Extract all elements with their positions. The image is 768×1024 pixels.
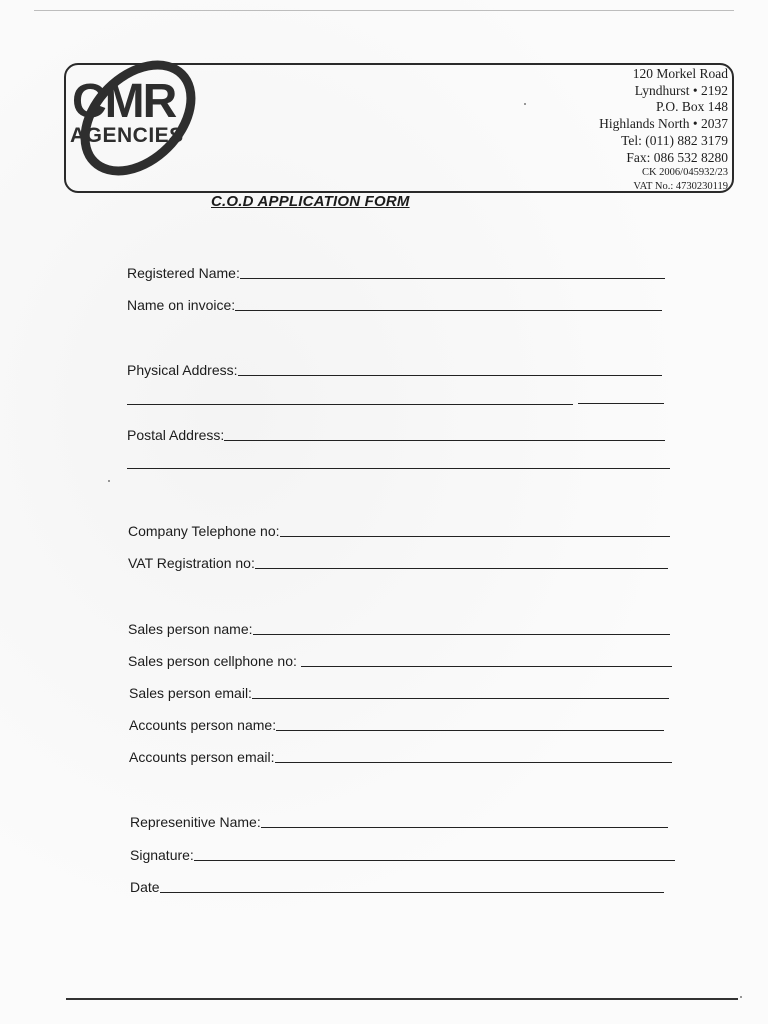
name-on-invoice-label: Name on invoice: bbox=[127, 297, 236, 313]
date-field[interactable] bbox=[130, 874, 664, 896]
company-address-block bbox=[599, 66, 728, 193]
postal-address-line-2[interactable] bbox=[127, 468, 670, 469]
vat-registration-line[interactable] bbox=[255, 567, 668, 569]
sales-person-name-line[interactable] bbox=[253, 633, 670, 635]
sales-person-cellphone-label: Sales person cellphone no: bbox=[128, 653, 297, 669]
physical-address-line[interactable] bbox=[238, 374, 663, 376]
vat-registration-field[interactable] bbox=[128, 550, 668, 572]
address-line: P.O. Box 148 bbox=[655, 99, 728, 115]
date-label: Date bbox=[130, 879, 160, 895]
accounts-person-name-line[interactable] bbox=[276, 729, 664, 731]
signature-field[interactable] bbox=[130, 842, 675, 864]
sales-person-email-label: Sales person email: bbox=[129, 685, 252, 701]
representive-name-label: Represenitive Name: bbox=[130, 814, 261, 830]
logo-main-text: CMR bbox=[72, 75, 176, 128]
representive-name-line[interactable] bbox=[261, 826, 668, 828]
name-on-invoice-line[interactable] bbox=[235, 309, 662, 311]
date-line[interactable] bbox=[160, 891, 664, 893]
sales-person-cellphone-field[interactable] bbox=[128, 648, 672, 670]
physical-address-line-2[interactable] bbox=[127, 404, 573, 405]
address-line: Highlands North • 2037 bbox=[599, 116, 728, 132]
scan-speck bbox=[108, 480, 110, 482]
physical-address-field[interactable] bbox=[127, 357, 662, 379]
accounts-person-email-field[interactable] bbox=[129, 744, 672, 766]
address-line: Lyndhurst • 2192 bbox=[634, 82, 728, 98]
physical-address-label: Physical Address: bbox=[127, 362, 238, 378]
postal-address-line[interactable] bbox=[224, 439, 665, 441]
accounts-person-email-line[interactable] bbox=[275, 761, 672, 763]
accounts-person-email-label: Accounts person email: bbox=[129, 749, 275, 765]
sales-person-email-line[interactable] bbox=[252, 697, 669, 699]
registered-name-label: Registered Name: bbox=[127, 265, 240, 281]
representive-name-field[interactable] bbox=[130, 809, 668, 831]
sales-person-name-label: Sales person name: bbox=[128, 621, 253, 637]
logo-sub-text: AGENCIES bbox=[70, 124, 184, 147]
name-on-invoice-field[interactable] bbox=[127, 292, 662, 314]
company-telephone-line[interactable] bbox=[280, 535, 670, 537]
registered-name-field[interactable] bbox=[127, 260, 665, 282]
physical-address-code-line[interactable] bbox=[578, 403, 664, 404]
sales-person-name-field[interactable] bbox=[128, 616, 670, 638]
scan-speck bbox=[740, 996, 742, 998]
address-line: 120 Morkel Road bbox=[632, 66, 728, 81]
sales-person-email-field[interactable] bbox=[129, 680, 669, 702]
footer-line bbox=[66, 998, 738, 1000]
form-title: C.O.D APPLICATION FORM bbox=[211, 193, 410, 210]
company-reg-number: CK 2006/045932/23 bbox=[641, 167, 728, 179]
accounts-person-name-label: Accounts person name: bbox=[129, 717, 277, 733]
registered-name-line[interactable] bbox=[240, 277, 665, 279]
accounts-person-name-field[interactable] bbox=[129, 712, 664, 734]
company-telephone-field[interactable] bbox=[128, 518, 670, 540]
company-telephone-label: Company Telephone no: bbox=[128, 523, 280, 539]
signature-label: Signature: bbox=[130, 847, 194, 863]
signature-line[interactable] bbox=[194, 859, 675, 861]
sales-person-cellphone-line[interactable] bbox=[301, 665, 672, 667]
telephone-line: Tel: (011) 882 3179 bbox=[621, 132, 728, 148]
postal-address-field[interactable] bbox=[127, 422, 665, 444]
postal-address-label: Postal Address: bbox=[127, 427, 225, 443]
fax-line: Fax: 086 532 8280 bbox=[626, 149, 728, 165]
scan-speck bbox=[524, 103, 526, 105]
top-edge-line bbox=[34, 10, 734, 11]
vat-number: VAT No.: 4730230119 bbox=[633, 180, 728, 192]
vat-registration-label: VAT Registration no: bbox=[128, 555, 255, 571]
